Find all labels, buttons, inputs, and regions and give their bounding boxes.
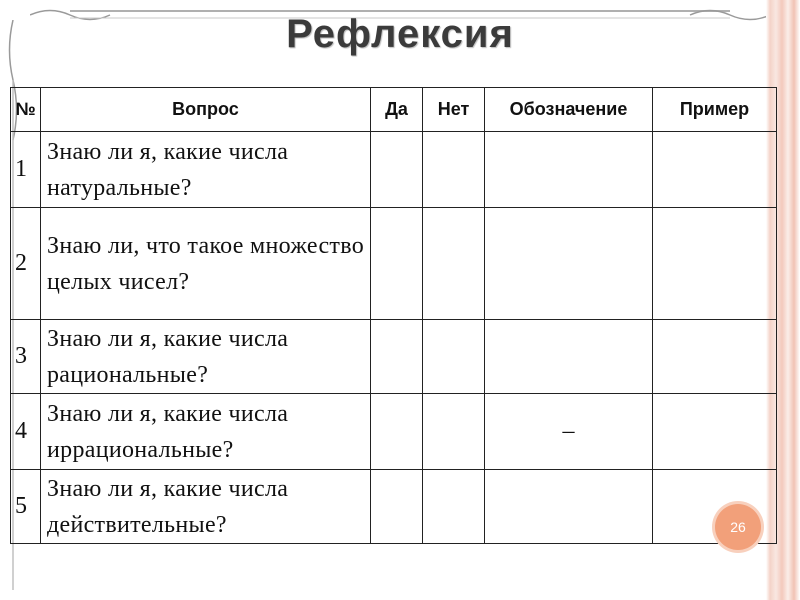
cell-notation[interactable] [485,320,653,394]
cell-notation[interactable] [485,132,653,208]
row-number: 1 [11,132,41,208]
row-number: 3 [11,320,41,394]
table-row [11,208,777,320]
slide-title: Рефлексия [286,12,514,56]
row-question: Знаю ли я, какие числа иррациональные? [41,394,371,470]
header-example: Пример [653,88,777,132]
cell-example[interactable] [653,320,777,394]
table-row [11,320,777,394]
reflection-table [10,87,777,544]
cell-yes[interactable] [371,320,423,394]
cell-no[interactable] [423,394,485,470]
cell-notation[interactable]: – [485,394,653,470]
cell-yes[interactable] [371,394,423,470]
row-question: Знаю ли я, какие числа действительные? [41,470,371,544]
cell-yes[interactable] [371,132,423,208]
cell-example[interactable] [653,132,777,208]
row-question: Знаю ли я, какие числа рациональные? [41,320,371,394]
cell-no[interactable] [423,470,485,544]
header-question: Вопрос [41,88,371,132]
header-yes: Да [371,88,423,132]
cell-yes[interactable] [371,208,423,320]
cell-example[interactable] [653,394,777,470]
table-row [11,132,777,208]
cell-no[interactable] [423,208,485,320]
cell-no[interactable] [423,320,485,394]
header-notation: Обозначение [485,88,653,132]
row-question: Знаю ли я, какие числа натуральные? [41,132,371,208]
header-num: № [11,88,41,132]
cell-no[interactable] [423,132,485,208]
header-no: Нет [423,88,485,132]
table-row [11,394,777,470]
row-number: 2 [11,208,41,320]
row-number: 5 [11,470,41,544]
page-number-badge: 26 [715,504,761,550]
row-number: 4 [11,394,41,470]
cell-yes[interactable] [371,470,423,544]
cell-notation[interactable] [485,470,653,544]
row-question: Знаю ли, что такое множество целых чисел? [41,208,371,320]
table-row [11,470,777,544]
cell-notation[interactable] [485,208,653,320]
table-header-row [11,88,777,132]
cell-example[interactable] [653,208,777,320]
